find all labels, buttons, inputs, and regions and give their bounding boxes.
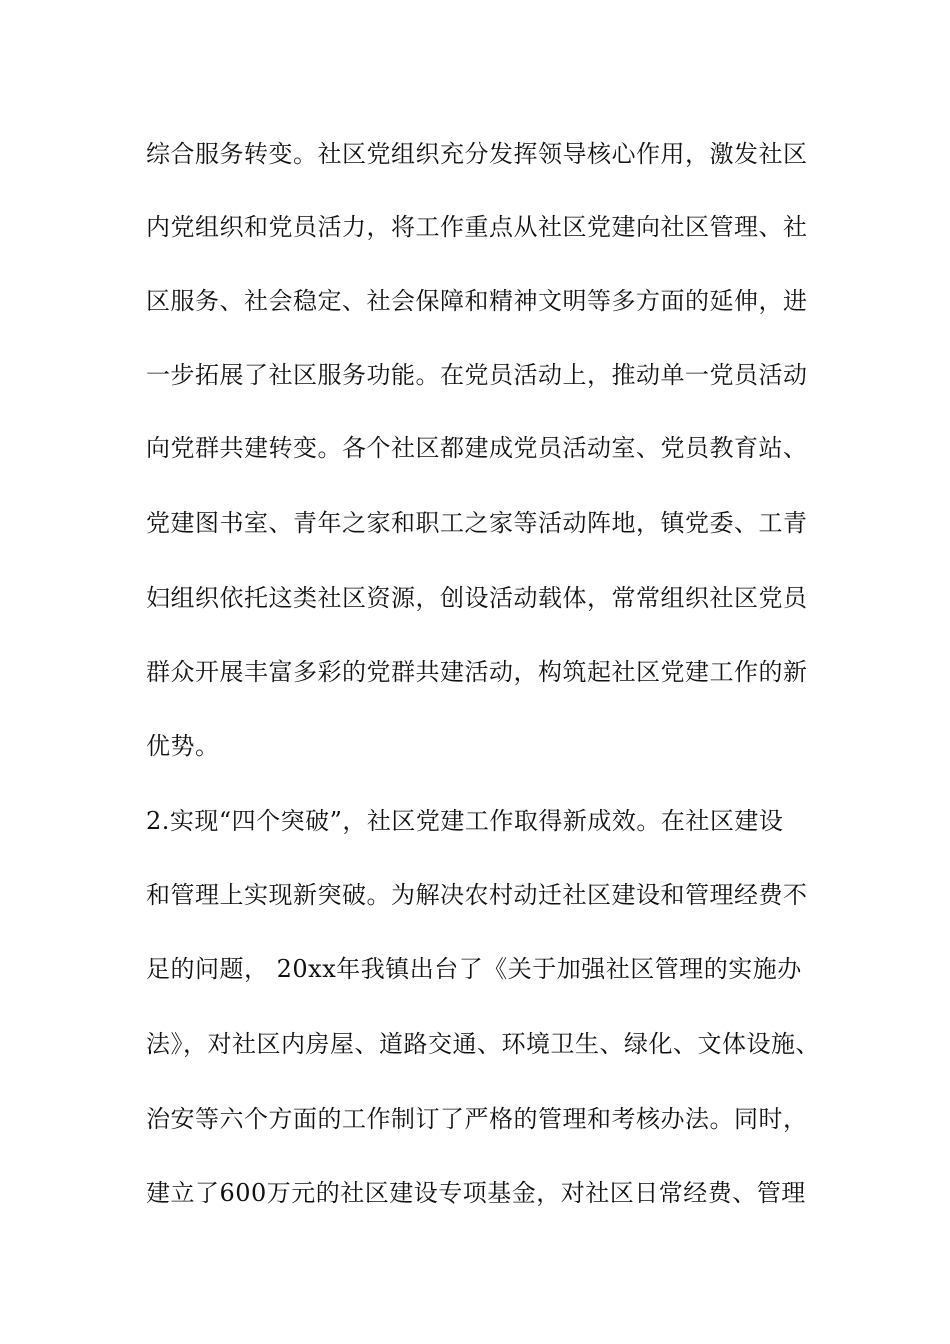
text-line-3: 区服务、社会稳定、社会保障和精神文明等多方面的延伸，进	[146, 287, 808, 315]
text-line-2: 内党组织和党员活力，将工作重点从社区党建向社区管理、社	[146, 213, 808, 241]
text-line-14: 治安等六个方面的工作制订了严格的管理和考核办法。同时，	[146, 1105, 808, 1133]
text-line-5: 向党群共建转变。各个社区都建成党员活动室、党员教育站、	[146, 434, 808, 462]
text-line-4: 一步拓展了社区服务功能。在党员活动上，推动单一党员活动	[146, 361, 808, 389]
text-line-11: 和管理上实现新突破。为解决农村动迁社区建设和管理经费不	[146, 881, 808, 909]
text-line-8: 群众开展丰富多彩的党群共建活动，构筑起社区党建工作的新	[146, 658, 808, 686]
text-line-12: 足的问题， 20xx年我镇出台了《关于加强社区管理的实施办	[146, 955, 802, 983]
text-line-15: 建立了600万元的社区建设专项基金，对社区日常经费、管理	[146, 1179, 806, 1207]
text-line-7: 妇组织依托这类社区资源，创设活动载体，常常组织社区党员	[146, 584, 808, 612]
text-line-13: 法》，对社区内房屋、道路交通、环境卫生、绿化、文体设施、	[146, 1030, 820, 1058]
text-line-6: 党建图书室、青年之家和职工之家等活动阵地，镇党委、工青	[146, 509, 808, 537]
text-line-10: 2.实现“四个突破”，社区党建工作取得新成效。在社区建设	[146, 807, 784, 835]
text-line-9: 优势。	[146, 732, 220, 760]
text-line-1: 综合服务转变。社区党组织充分发挥领导核心作用，激发社区	[146, 140, 808, 168]
